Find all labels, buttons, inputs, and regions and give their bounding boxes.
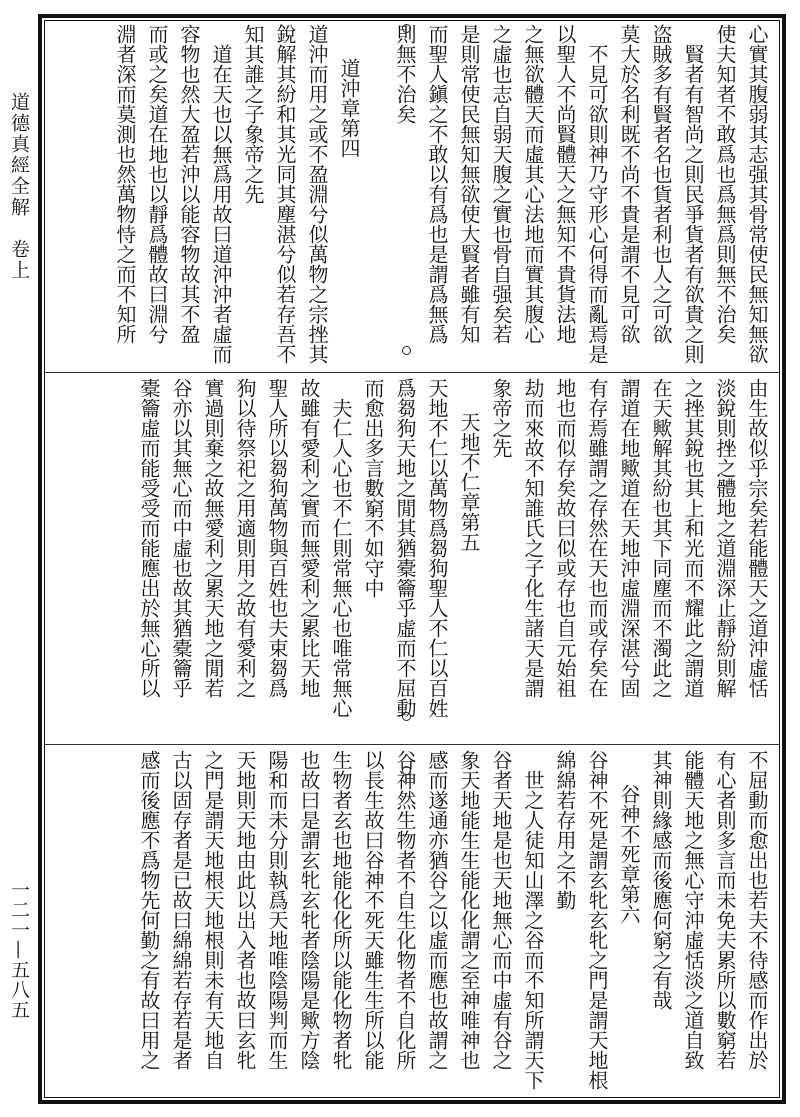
text-column: 賢者有智尚之則民爭貨者有欲貴之則 — [681, 44, 705, 364]
text-column: 而愈出多言數窮不如守中 — [361, 378, 385, 598]
text-column: 世之人徒知山澤之谷而不知所謂天下 — [521, 770, 545, 1090]
text-column: 道沖而用之或不盈淵兮似萬物之宗挫其 — [305, 24, 329, 364]
panel-divider-1 — [44, 372, 780, 373]
text-column — [366, 24, 388, 370]
text-column: 以長生故曰谷神不死天雖生生所以能 — [361, 750, 385, 1070]
text-column: 故雖有愛利之實而無愛利之累比天地 — [297, 378, 321, 698]
text-column: 能體天地之無心守沖虛恬淡之道自致 — [681, 750, 705, 1070]
text-column: 谷亦以其無心而中虛也故其猶橐籥乎 — [169, 378, 193, 698]
text-column: 生物者玄也地能化化所以能化物者牝 — [329, 750, 353, 1070]
margin-page-number: 一二一—五八五 — [8, 880, 30, 1020]
text-column: 感而遂通亦猶谷之以虛而應也故謂之 — [425, 750, 449, 1070]
margin-book-title: 道德真經全解 卷上 — [8, 92, 30, 281]
text-column: 在天歟解其紛也其下同塵而不濁此之 — [649, 378, 673, 698]
text-column: 由生故似乎宗矣若能體天之道沖虛恬 — [745, 378, 769, 698]
text-column: 之挫其銳也其上和光而不耀此之謂道 — [681, 378, 705, 698]
text-column: 有存焉雖謂之存然在天也而或存矣在 — [585, 378, 609, 698]
circle-mark — [402, 24, 411, 33]
text-column: 是則常使民無知無欲使大賢者雖有知 — [457, 24, 481, 344]
text-column: 莫大於名利既不尚不貴是謂不見可欲 — [617, 24, 641, 344]
text-column: 淡銳則挫之體地之道淵深止靜紛則解 — [713, 378, 737, 698]
text-column: 天地則天地由此以出入者也故曰玄牝 — [233, 750, 257, 1070]
text-panel-middle — [52, 378, 772, 740]
text-column: 谷神然生物者不自生化物者不自化所 — [393, 750, 417, 1070]
chapter-heading: 道沖章第四 — [337, 58, 361, 158]
text-column: 爲芻狗天地之閒其猶橐籥乎虛而不屈動 — [393, 378, 417, 718]
text-column: 感而後應不爲物先何勤之有故曰用之 — [137, 750, 161, 1070]
chapter-heading: 天地不仁章第五 — [457, 412, 481, 552]
text-column: 谷神不死是謂玄牝玄牝之門是謂天地根 — [585, 750, 609, 1090]
text-column: 地也而似存矣故曰似或存也自元始祖 — [553, 378, 577, 698]
circle-mark — [402, 766, 411, 775]
text-column: 實過則棄之故無愛利之累天地之閒若 — [201, 378, 225, 698]
text-column: 心實其腹弱其志强其骨常使民無知無欲 — [745, 24, 769, 364]
text-column: 銳解其紛和其光同其塵湛兮似若存吾不 — [273, 24, 297, 364]
text-column: 天地不仁以萬物爲芻狗聖人不仁以百姓 — [425, 378, 449, 718]
text-panel-top — [52, 24, 772, 370]
text-column: 以聖人不尚賢體天之無知不貴貨法地 — [553, 24, 577, 344]
text-panel-bottom — [52, 750, 772, 1102]
text-column: 狗以待祭祀之用適則用之故有愛利之 — [233, 378, 257, 698]
text-column: 盗賊多有賢者名也貨者利也人之可欲 — [649, 24, 673, 344]
chapter-heading: 谷神不死章第六 — [617, 784, 641, 924]
text-column: 夫仁人心也不仁則常無心也唯常無心 — [329, 398, 353, 718]
text-column: 橐籥虛而能受受而能應出於無心所以 — [137, 378, 161, 698]
text-column: 也故曰是謂玄牝玄牝者陰陽是歟方陰 — [297, 750, 321, 1070]
text-column: 而或之矣道在地也以靜爲體故曰淵兮 — [145, 24, 169, 344]
circle-mark — [402, 712, 411, 721]
text-column: 淵者深而莫測也然萬物恃之而不知所 — [113, 24, 137, 344]
text-column: 容物也然大盈若沖以能容物故其不盈 — [177, 24, 201, 344]
text-column: 聖人所以芻狗萬物與百姓也夫束芻爲 — [265, 378, 289, 698]
text-column: 而聖人鎭之不敢以有爲也是謂爲無爲 — [425, 24, 449, 344]
text-column: 陽和而未分則執爲天地唯陰陽判而生 — [265, 750, 289, 1070]
text-column: 象帝之先 — [489, 378, 513, 458]
text-column: 則無不治矣 — [393, 24, 417, 124]
panel-divider-2 — [44, 744, 780, 745]
text-column: 使夫知者不敢爲也爲無爲則無不治矣 — [713, 24, 737, 344]
circle-mark — [402, 346, 411, 355]
text-column: 綿綿若存用之不勤 — [553, 750, 577, 910]
text-column: 道在天也以無爲用故曰道沖沖者虛而 — [209, 44, 233, 364]
text-column: 古以固存者是已故曰綿綿若存若是者 — [169, 750, 193, 1070]
text-column: 不見可欲則神乃守形心何得而亂焉是 — [585, 44, 609, 364]
text-column: 有心者則多言而未免夫累所以數窮若 — [713, 750, 737, 1070]
text-column: 象天地能生生能化化謂之至神唯神也 — [457, 750, 481, 1070]
text-column: 劫而來故不知誰氏之子化生諸天是謂 — [521, 378, 545, 698]
text-column: 之虛也志自弱天腹之實也骨自强矣若 — [489, 24, 513, 344]
text-column: 不屈動而愈出也若夫不待感而作出於 — [745, 750, 769, 1070]
text-column: 知其誰之子象帝之先 — [241, 24, 265, 204]
text-column: 謂道在地歟道在天地沖虛淵深湛兮固 — [617, 378, 641, 698]
text-column: 其神則緣感而後應何窮之有哉 — [649, 750, 673, 1010]
text-column: 谷者天地是也天地無心而中虛有谷之 — [489, 750, 513, 1070]
text-column: 之無欲體天而虛其心法地而實其腹心 — [521, 24, 545, 344]
text-column: 之門是謂天地根天地根則未有天地自 — [201, 750, 225, 1070]
